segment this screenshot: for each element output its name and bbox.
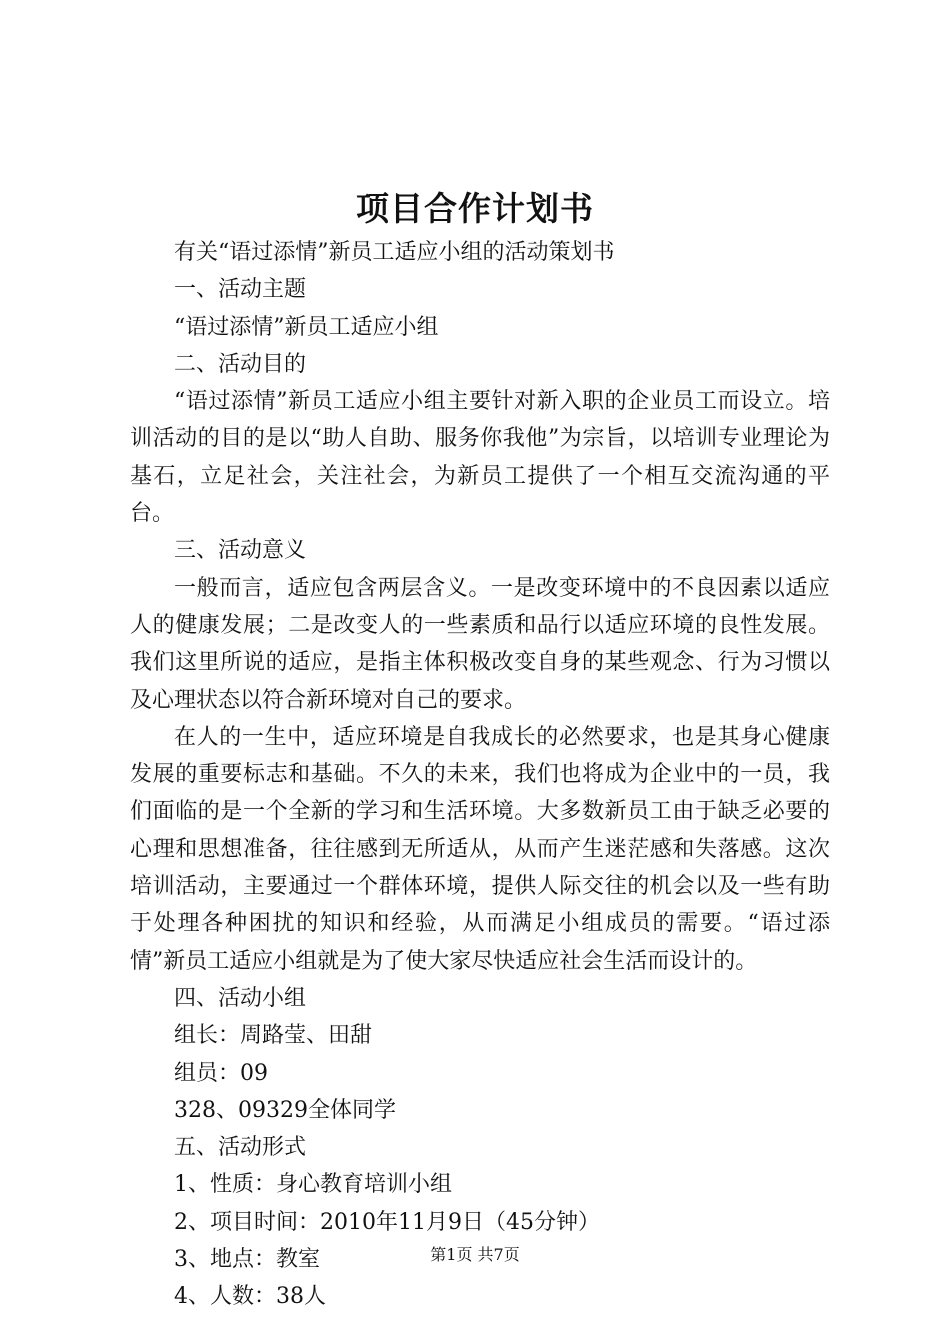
section-heading-format: 五、活动形式 — [174, 1135, 307, 1161]
document-title: 项目合作计划书 — [356, 189, 594, 228]
format-headcount: 4、人数：38人 — [174, 1284, 326, 1310]
section-heading-purpose: 二、活动目的 — [174, 351, 307, 377]
section-heading-group: 四、活动小组 — [174, 985, 307, 1011]
section-heading-significance: 三、活动意义 — [174, 538, 307, 564]
document-body — [130, 234, 830, 1316]
page-footer: 第1页 共7页 — [430, 1245, 520, 1264]
section-heading-theme: 一、活动主题 — [174, 277, 307, 303]
subtitle-line: 有关“语过添情”新员工适应小组的活动策划书 — [174, 240, 615, 265]
group-members-line-2: 328、09329全体同学 — [174, 1097, 396, 1123]
format-nature: 1、性质：身心教育培训小组 — [174, 1172, 452, 1198]
theme-text: “语过添情”新员工适应小组 — [174, 314, 439, 340]
format-location: 3、地点：教室 — [174, 1247, 320, 1273]
group-members-line-1: 组员：09 — [174, 1060, 268, 1086]
format-time: 2、项目时间：2010年11月9日（45分钟） — [174, 1209, 600, 1235]
significance-paragraph-1: 一般而言，适应包含两层含义。一是改变环境中的不良因素以适应人的健康发展；二是改变人的一些素质和品行以适应环境的良性发展。我们这里所说的适应，是指主体积极改变自身的某些观念、行为习惯以及心理状态以符合新环境对自己的要求。 — [130, 575, 830, 713]
significance-paragraph-2: 在人的一生中，适应环境是自我成长的必然要求，也是其身心健康发展的重要标志和基础。不久的未来，我们也将成为企业中的一员，我们面临的是一个全新的学习和生活环境。大多数新员工由于缺乏必要的心理和思想准备，往往感到无所适从，从而产生迷茫感和失落感。这次培训活动，主要通过一个群体环境，提供人际交往的机会以及一些有助于处理各种困扰的知识和经验，从而满足小组成员的需要。“语过添情”新员工适应小组就是为了使大家尽快适应社会生活而设计的。 — [130, 724, 830, 974]
group-leaders: 组长：周路莹、田甜 — [174, 1023, 373, 1049]
purpose-paragraph: “语过添情”新员工适应小组主要针对新入职的企业员工而设立。培训活动的目的是以“助人自助、服务你我他”为宗旨，以培训专业理论为基石，立足社会，关注社会，为新员工提供了一个相互交流沟通的平台。 — [130, 389, 830, 527]
